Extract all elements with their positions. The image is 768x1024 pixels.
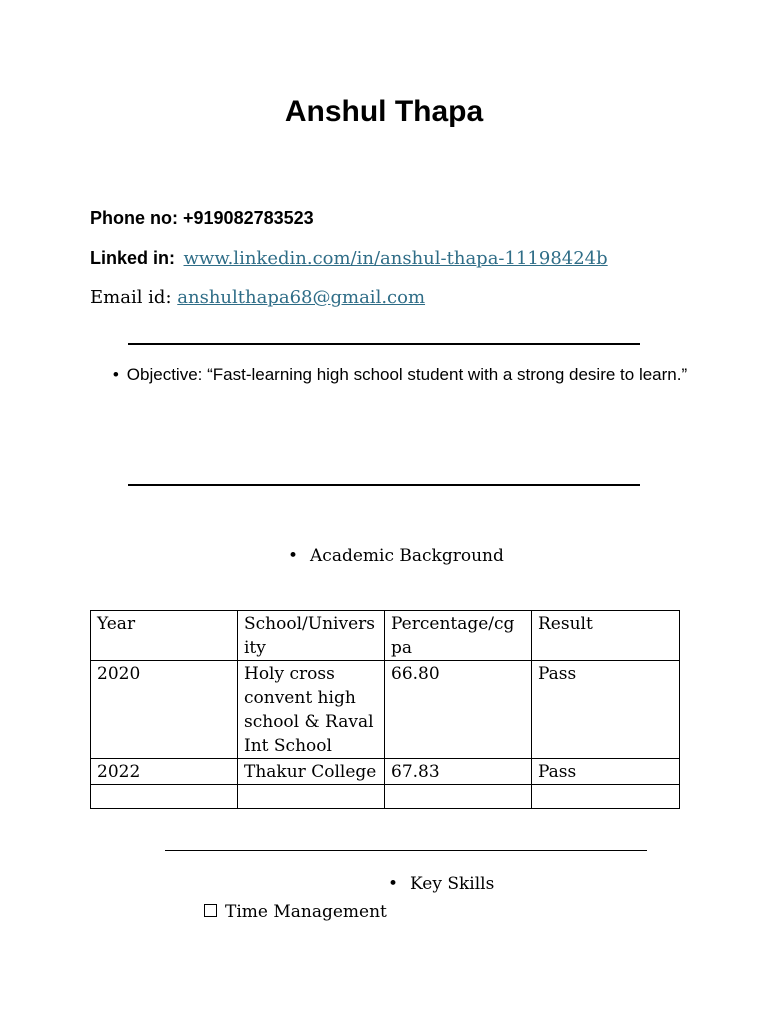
cell-school: Thakur College — [238, 759, 385, 785]
skills-heading-text: Key Skills — [410, 874, 495, 894]
divider-3 — [165, 850, 647, 851]
skills-heading — [388, 872, 494, 896]
email-link[interactable]: anshulthapa68@gmail.com — [177, 287, 426, 308]
page-title: Anshul Thapa — [284, 95, 484, 128]
cell-year: 2022 — [91, 759, 238, 785]
objective-text: Objective: “Fast-learning high school student with a strong desire to learn.” — [126, 365, 688, 384]
cell-result — [532, 785, 680, 809]
cell-percentage: 66.80 — [385, 661, 532, 759]
cell-year: 2020 — [91, 661, 238, 759]
table-row — [91, 661, 680, 759]
header-result: Result — [532, 611, 680, 661]
header-year: Year — [91, 611, 238, 661]
cell-percentage: 67.83 — [385, 759, 532, 785]
phone-line — [90, 206, 314, 230]
linkedin-line — [90, 246, 608, 271]
phone-value: +919082783523 — [183, 208, 314, 228]
skill-label: Time Management — [225, 902, 387, 922]
cell-year — [91, 785, 238, 809]
academic-heading-text: Academic Background — [310, 546, 504, 566]
divider-2 — [128, 484, 640, 486]
table-row — [91, 785, 680, 809]
cell-school — [238, 785, 385, 809]
header-percentage: Percentage/cgpa — [385, 611, 532, 661]
academic-heading — [288, 544, 504, 568]
academic-table — [90, 610, 680, 809]
skills-bullet: • — [388, 874, 399, 894]
objective-bullet: • — [112, 365, 119, 384]
academic-bullet: • — [288, 546, 299, 566]
checkbox-icon — [204, 904, 217, 917]
cell-result: Pass — [532, 759, 680, 785]
divider-1 — [128, 343, 640, 345]
table-row — [91, 759, 680, 785]
header-school: School/University — [238, 611, 385, 661]
skill-item — [204, 900, 387, 924]
table-header-row — [91, 611, 680, 661]
cell-percentage — [385, 785, 532, 809]
linkedin-link[interactable]: www.linkedin.com/in/anshul-thapa-11198424b — [183, 248, 608, 269]
email-line — [90, 286, 425, 310]
phone-label: Phone no: — [90, 208, 178, 228]
email-label: Email id: — [90, 287, 172, 308]
cell-school: Holy cross convent high school & Raval Int School — [238, 661, 385, 759]
cell-result: Pass — [532, 661, 680, 759]
objective-block — [110, 362, 690, 388]
linkedin-label: Linked in: — [90, 248, 175, 268]
